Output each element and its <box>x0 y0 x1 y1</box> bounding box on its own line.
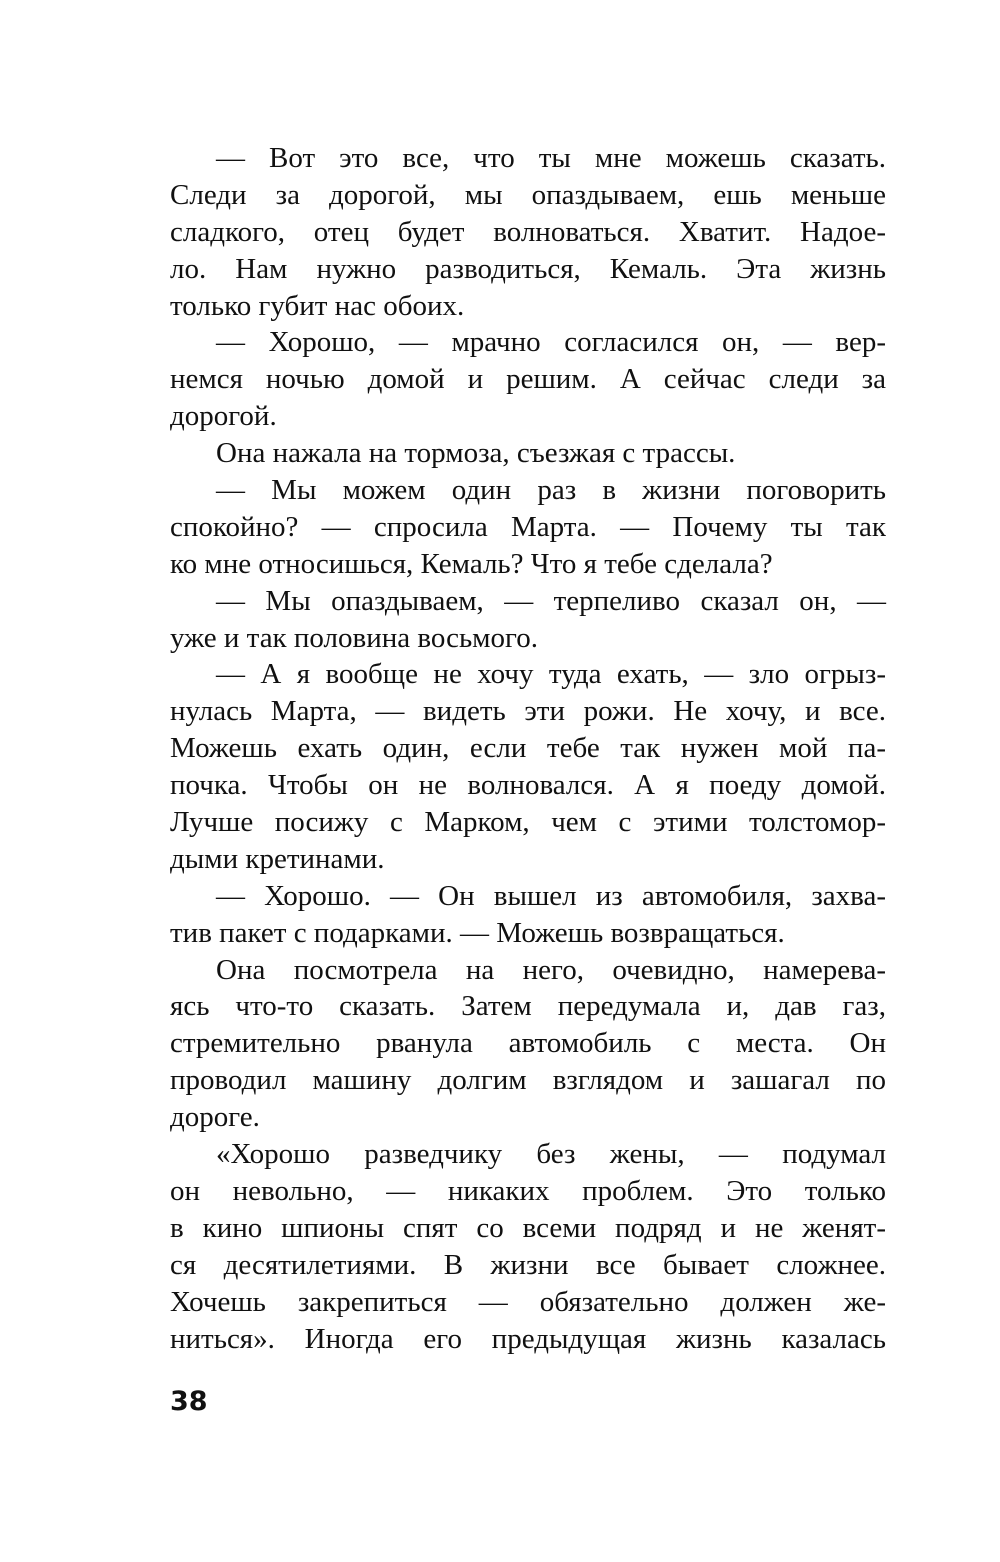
text-line: — Мы можем один раз в жизни поговорить <box>216 474 886 507</box>
text-line: Следи за дорогой, мы опаздываем, ешь меньше <box>170 178 886 211</box>
text-line: Лучше посижу с Марком, чем с этими толстомор- <box>170 806 886 839</box>
paragraph <box>170 656 886 877</box>
text-line: ясь что-то сказать. Затем передумала и, дав газ, <box>170 990 886 1023</box>
text-line: Она посмотрела на него, очевидно, намерева- <box>216 953 886 986</box>
text-line: ся десятилетиями. В жизни все бывает сложнее. <box>170 1248 886 1281</box>
paragraph <box>170 878 886 952</box>
paragraph <box>170 324 886 435</box>
text-line: дороге. <box>170 1101 260 1134</box>
text-line: ло. Нам нужно разводиться, Кемаль. Эта жизнь <box>170 252 886 285</box>
text-line: дыми кретинами. <box>170 842 385 875</box>
paragraph <box>170 435 886 472</box>
text-line: только губит нас обоих. <box>170 289 465 322</box>
text-line: Можешь ехать один, если тебе так нужен мой па- <box>170 732 886 765</box>
text-line: в кино шпионы спят со всеми подряд и не женят- <box>170 1211 886 1244</box>
paragraph <box>170 952 886 1136</box>
text-line: — Вот это все, что ты мне можешь сказать. <box>216 142 886 174</box>
text-line: немся ночью домой и решим. А сейчас следи за <box>170 363 886 396</box>
text-line: проводил машину долгим взглядом и зашагал по <box>170 1064 886 1097</box>
paragraph <box>170 1136 886 1357</box>
text-line: спокойно? — спросила Марта. — Почему ты так <box>170 510 886 543</box>
text-line: почка. Чтобы он не волновался. А я поеду домой. <box>170 769 886 802</box>
text-line: — Мы опаздываем, — терпеливо сказал он, — <box>216 584 886 617</box>
paragraph <box>170 140 886 324</box>
text-line: тив пакет с подарками. — Можешь возвращаться. <box>170 916 785 949</box>
paragraph <box>170 583 886 657</box>
text-line: ниться». Иногда его предыдущая жизнь казалась <box>170 1322 886 1355</box>
body-text <box>170 140 886 1357</box>
text-line: «Хорошо разведчику без жены, — подумал <box>216 1138 886 1171</box>
text-line: — А я вообще не хочу туда ехать, — зло огрыз- <box>216 658 886 691</box>
text-line: нулась Марта, — видеть эти рожи. Не хочу, и все. <box>170 695 886 728</box>
text-line: уже и так половина восьмого. <box>170 621 538 654</box>
text-line: он невольно, — никаких проблем. Это только <box>170 1174 886 1207</box>
text-line: стремительно рванула автомобиль с места. Он <box>170 1027 886 1060</box>
text-line: — Хорошо. — Он вышел из автомобиля, захва- <box>216 879 886 912</box>
text-line: сладкого, отец будет волноваться. Хватит. Надое- <box>170 215 886 248</box>
page-number: 38 <box>170 1386 208 1417</box>
text-line: Хочешь закрепиться — обязательно должен же- <box>170 1285 886 1318</box>
paragraph <box>170 472 886 583</box>
text-line: ко мне относишься, Кемаль? Что я тебе сделала? <box>170 547 773 580</box>
text-line: Она нажала на тормоза, съезжая с трассы. <box>216 437 736 470</box>
text-line: — Хорошо, — мрачно согласился он, — вер- <box>216 326 886 359</box>
text-line: дорогой. <box>170 400 277 433</box>
